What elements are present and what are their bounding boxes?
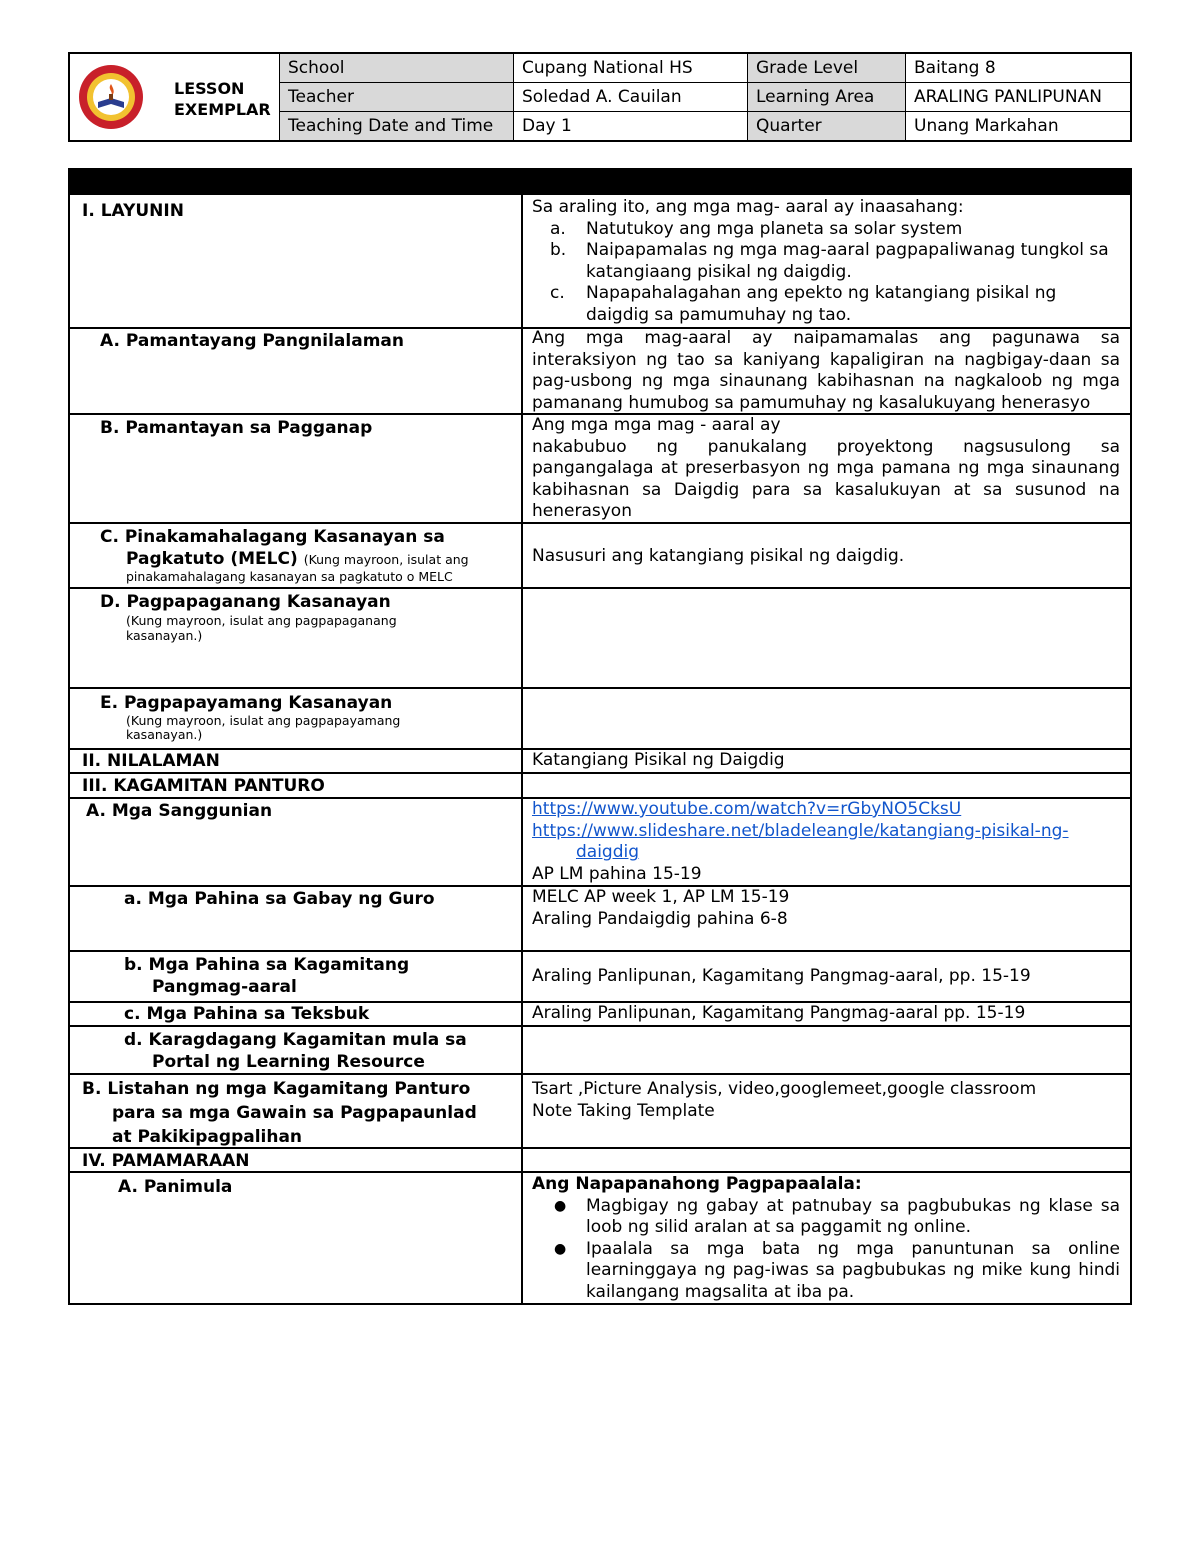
panimula-heading: Ang Napapanahong Pagpapaalala: [532,1174,862,1194]
pamantayang-pangnilalaman-label: A. Pamantayang Pangnilalaman [100,331,404,351]
gabay-line1: MELC AP week 1, AP LM 15-19 [532,887,790,907]
gabay-guro-content [532,887,1120,930]
pagpapayamang-note: (Kung mayroon, isulat ang pagpapayamang kasanayan.) [126,713,401,742]
panimula-content [532,1174,1120,1303]
learning-area-value: ARALING PANLIPUNAN [906,83,1130,112]
row-divider [70,950,1130,952]
pagpapayamang-label [100,692,532,742]
karagdagang-kagamitan-label [124,1029,556,1073]
kagamitan-panturo-label: III. KAGAMITAN PANTURO [82,776,325,796]
teksbuk-label: c. Mga Pahina sa Teksbuk [124,1004,370,1024]
listahan-label-line3: at Pakikipagpalihan [112,1127,303,1147]
logo-cell [70,54,280,140]
ap-lm-text: AP LM pahina 15-19 [532,863,702,884]
youtube-link[interactable]: https://www.youtube.com/watch?v=rGbyNO5CksU [532,799,962,819]
school-seal-logo [78,64,144,130]
slideshare-link-cont[interactable]: daigdig [576,842,640,862]
table-header-bar [70,170,1130,195]
bullet-icon: ● [554,1197,567,1214]
melc-label-line1: C. Pinakamahalagang Kasanayan sa [100,527,445,547]
row-divider [70,772,1130,774]
gabay-guro-label: a. Mga Pahina sa Gabay ng Guro [124,889,435,909]
sanggunian-label: A. Mga Sanggunian [86,801,273,821]
kagamitang-pangmag-aaral-text: Araling Panlipunan, Kagamitang Pangmag-aaral, pp. 15-19 [532,966,1031,986]
slideshare-link[interactable]: https://www.slideshare.net/bladeleangle/katangiang-pisikal-ng- [532,820,1069,841]
kagamitang-label-line2: Pangmag-aaral [152,977,297,997]
listahan-line2: Note Taking Template [532,1100,715,1121]
school-label: School [280,54,514,83]
melc-label-line2: Pagkatuto (MELC) (Kung mayroon, isulat ang [126,549,469,569]
listahan-label-line1: B. Listahan ng mga Kagamitang Panturo [82,1079,471,1099]
row-divider [70,1025,1130,1027]
list-marker: b. [550,240,567,260]
layunin-content [532,197,1120,326]
teacher-label: Teacher [280,83,514,112]
melc-note: pinakamahalagang kasanayan sa pagkatuto o MELC [126,569,453,584]
list-marker: a. [550,218,566,239]
list-item: ● Magbigay ng gabay at patnubay sa pagbubukas ng klase sa loob ng silid aralan at sa paggamit ng online. [554,1195,1120,1237]
pagpapaganang-label [100,591,532,643]
list-item: c. Napapahalagahan ang epekto ng katangiang pisikal ng daigdig sa pamumuhay ng tao. [550,283,1057,325]
listahan-label-line2: para sa mga Gawain sa Pagpapaunlad [112,1103,477,1123]
pagpapaganang-note: (Kung mayroon, isulat ang pagpapaganang kasanayan.) [126,613,397,643]
karagdagang-label-line1: d. Karagdagang Kagamitan mula sa [124,1030,467,1050]
pamantayan-pagganap-label: B. Pamantayan sa Pagganap [100,418,373,438]
listahan-line1: Tsart ,Picture Analysis, video,googlemeet,google classroom [532,1079,1037,1099]
list-item: b. Naipapamalas ng mga mag-aaral pagpapaliwanag tungkol sa katangiaang pisikal ng daigdig. [550,240,1109,282]
lesson-table [68,168,1132,1305]
grade-level-value: Baitang 8 [906,54,1130,83]
list-item: a. Natutukoy ang mga planeta sa solar system [550,218,963,239]
teacher-value: Soledad A. Cauilan [514,83,748,112]
teaching-date-value: Day 1 [514,112,748,140]
pagganap-line1: Ang mga mga mag - aaral ay [532,415,781,435]
panimula-label: A. Panimula [118,1177,233,1197]
row-divider [70,1073,1130,1075]
row-divider [70,587,1130,589]
layunin-intro: Sa araling ito, ang mga mag- aaral ay inaasahang: [532,197,964,217]
pamantayang-pangnilalaman-text: Ang mga mag-aaral ay naipamamalas ang pagunawa sa interaksiyon ng tao sa kaniyang kapaligiran na nagbigay-daan sa pag-usbong ng mga sinaunang kabihasnan na nagkaloob ng mga pamanang humubog sa pamumuhay ng kasalukuyang henerasyo [532,328,1120,413]
nilalaman-label: II. NILALAMAN [82,751,220,771]
teaching-date-label: Teaching Date and Time [280,112,514,140]
layunin-label: I. LAYUNIN [82,201,184,221]
quarter-value: Unang Markahan [906,112,1130,140]
nilalaman-text: Katangiang Pisikal ng Daigdig [532,750,785,770]
kagamitang-label-line1: b. Mga Pahina sa Kagamitang [124,955,410,975]
pamantayan-pagganap-content [532,415,1120,523]
melc-label [100,526,532,583]
kagamitang-pangmag-aaral-label [124,954,556,998]
learning-area-label: Learning Area [748,83,906,112]
row-divider [70,687,1130,689]
melc-text: Nasusuri ang katangiang pisikal ng daigdig. [532,546,905,566]
karagdagang-label-line2: Portal ng Learning Resource [152,1052,425,1072]
quarter-label: Quarter [748,112,906,140]
pamamaraan-label: IV. PAMAMARAAN [82,1151,250,1171]
teksbuk-text: Araling Panlipunan, Kagamitang Pangmag-aaral pp. 15-19 [532,1003,1026,1023]
sanggunian-content [532,799,1120,885]
listahan-content [532,1079,1120,1122]
bullet-icon: ● [554,1240,567,1257]
list-item: ● Ipaalala sa mga bata ng mga panuntunan sa online learninggaya ng pag-iwas sa pagbubukas ng mike kung hindi kailangang magsalita at iba pa. [554,1238,1120,1302]
gabay-line2: Araling Pandaigdig pahina 6-8 [532,908,788,929]
listahan-label [82,1077,514,1149]
grade-level-label: Grade Level [748,54,906,83]
pagpapayamang-title: E. Pagpapayamang Kasanayan [100,693,393,713]
list-marker: c. [550,283,565,303]
lesson-exemplar-title: LESSON EXEMPLAR [174,79,271,119]
pagpapaganang-title: D. Pagpapaganang Kasanayan [100,592,391,612]
pagganap-text: nakabubuo ng panukalang proyektong nagsusulong sa pangangalaga at preserbasyon ng mga pamana ng mga sinaunang kabihasnan sa Daigdig para sa kasalukuyan at sa susunod na henerasyon [532,436,1120,521]
lesson-header [68,52,1132,142]
school-value: Cupang National HS [514,54,748,83]
